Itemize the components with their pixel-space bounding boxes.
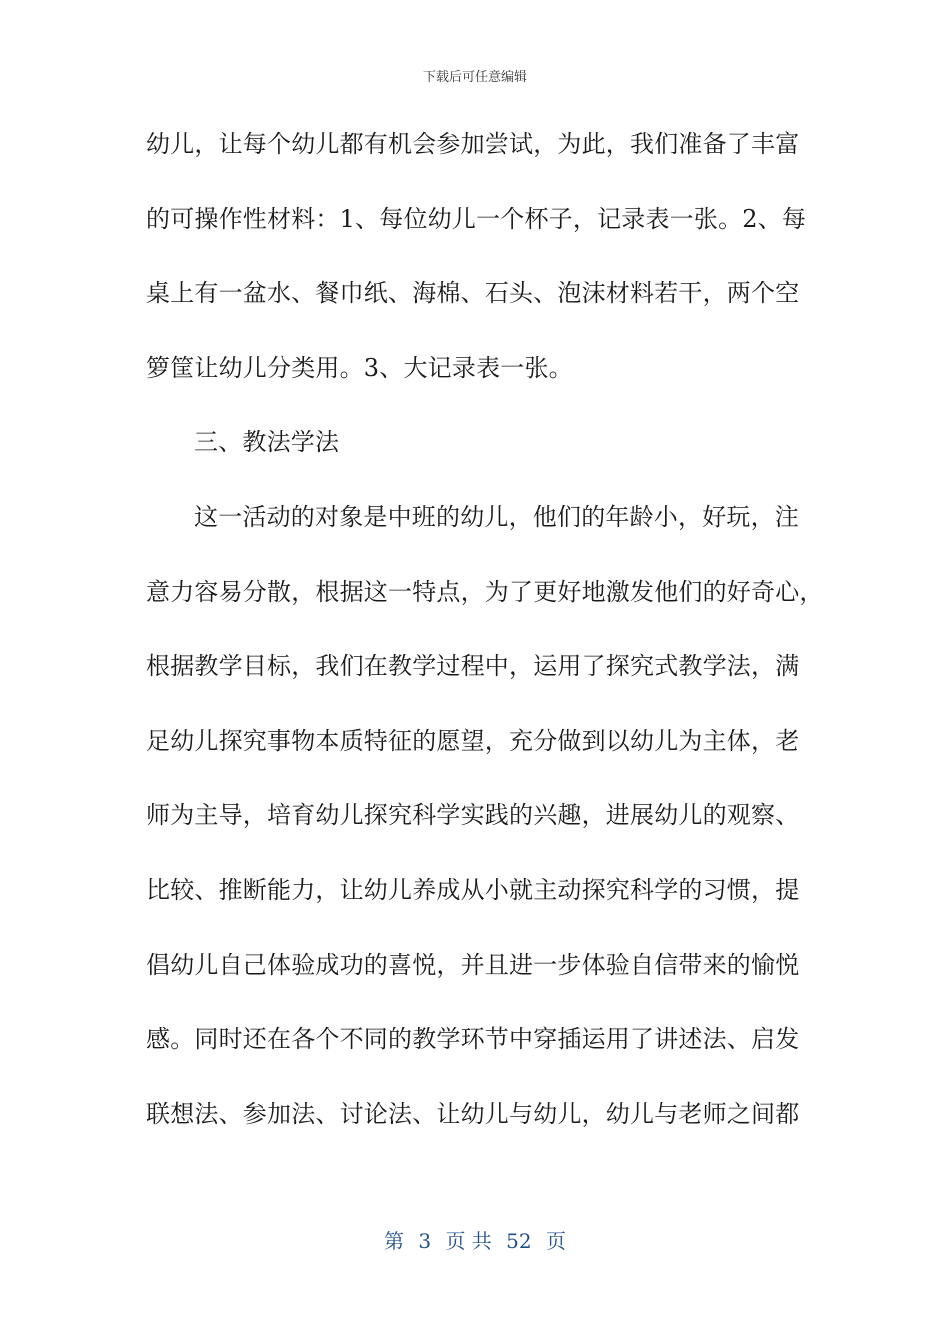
text-line: 联想法、参加法、讨论法、让幼儿与幼儿，幼儿与老师之间都 — [146, 1099, 800, 1128]
text-line: 的可操作性材料：1、每位幼儿一个杯子，记录表一张。2、每 — [146, 204, 807, 233]
header-note: 下载后可任意编辑 — [422, 70, 527, 85]
text-line: 足幼儿探究事物本质特征的愿望，充分做到以幼儿为主体，老 — [146, 726, 800, 755]
text-line: 感。同时还在各个不同的教学环节中穿插运用了讲述法、启发 — [146, 1025, 800, 1054]
text-line: 这一活动的对象是中班的幼儿，他们的年龄小，好玩，注 — [194, 502, 799, 531]
text-line: 桌上有一盆水、餐巾纸、海棉、石头、泡沫材料若干，两个空 — [146, 279, 800, 308]
text-line: 箩筐让幼儿分类用。3、大记录表一张。 — [146, 353, 573, 382]
text-line: 倡幼儿自己体验成功的喜悦，并且进一步体验自信带来的愉悦 — [146, 950, 800, 979]
text-line: 意力容易分散，根据这一特点，为了更好地激发他们的好奇心， — [146, 577, 824, 606]
text-line: 师为主导，培育幼儿探究科学实践的兴趣，进展幼儿的观察、 — [146, 801, 800, 830]
text-line: 比较、推断能力，让幼儿养成从小就主动探究科学的习惯，提 — [146, 875, 800, 904]
page-prefix: 第 — [384, 1229, 404, 1253]
section-heading: 三、教法学法 — [194, 428, 340, 457]
page-current: 3 — [418, 1229, 432, 1253]
page-number — [0, 1225, 950, 1254]
text-line: 幼儿，让每个幼儿都有机会参加尝试，为此，我们准备了丰富 — [146, 130, 800, 158]
page-middle: 页 共 — [445, 1229, 492, 1253]
page-total: 52 — [506, 1229, 532, 1253]
document-body — [146, 124, 824, 1168]
text-line: 根据教学目标，我们在教学过程中，运用了探究式教学法，满 — [146, 652, 800, 681]
page-suffix: 页 — [545, 1229, 566, 1253]
